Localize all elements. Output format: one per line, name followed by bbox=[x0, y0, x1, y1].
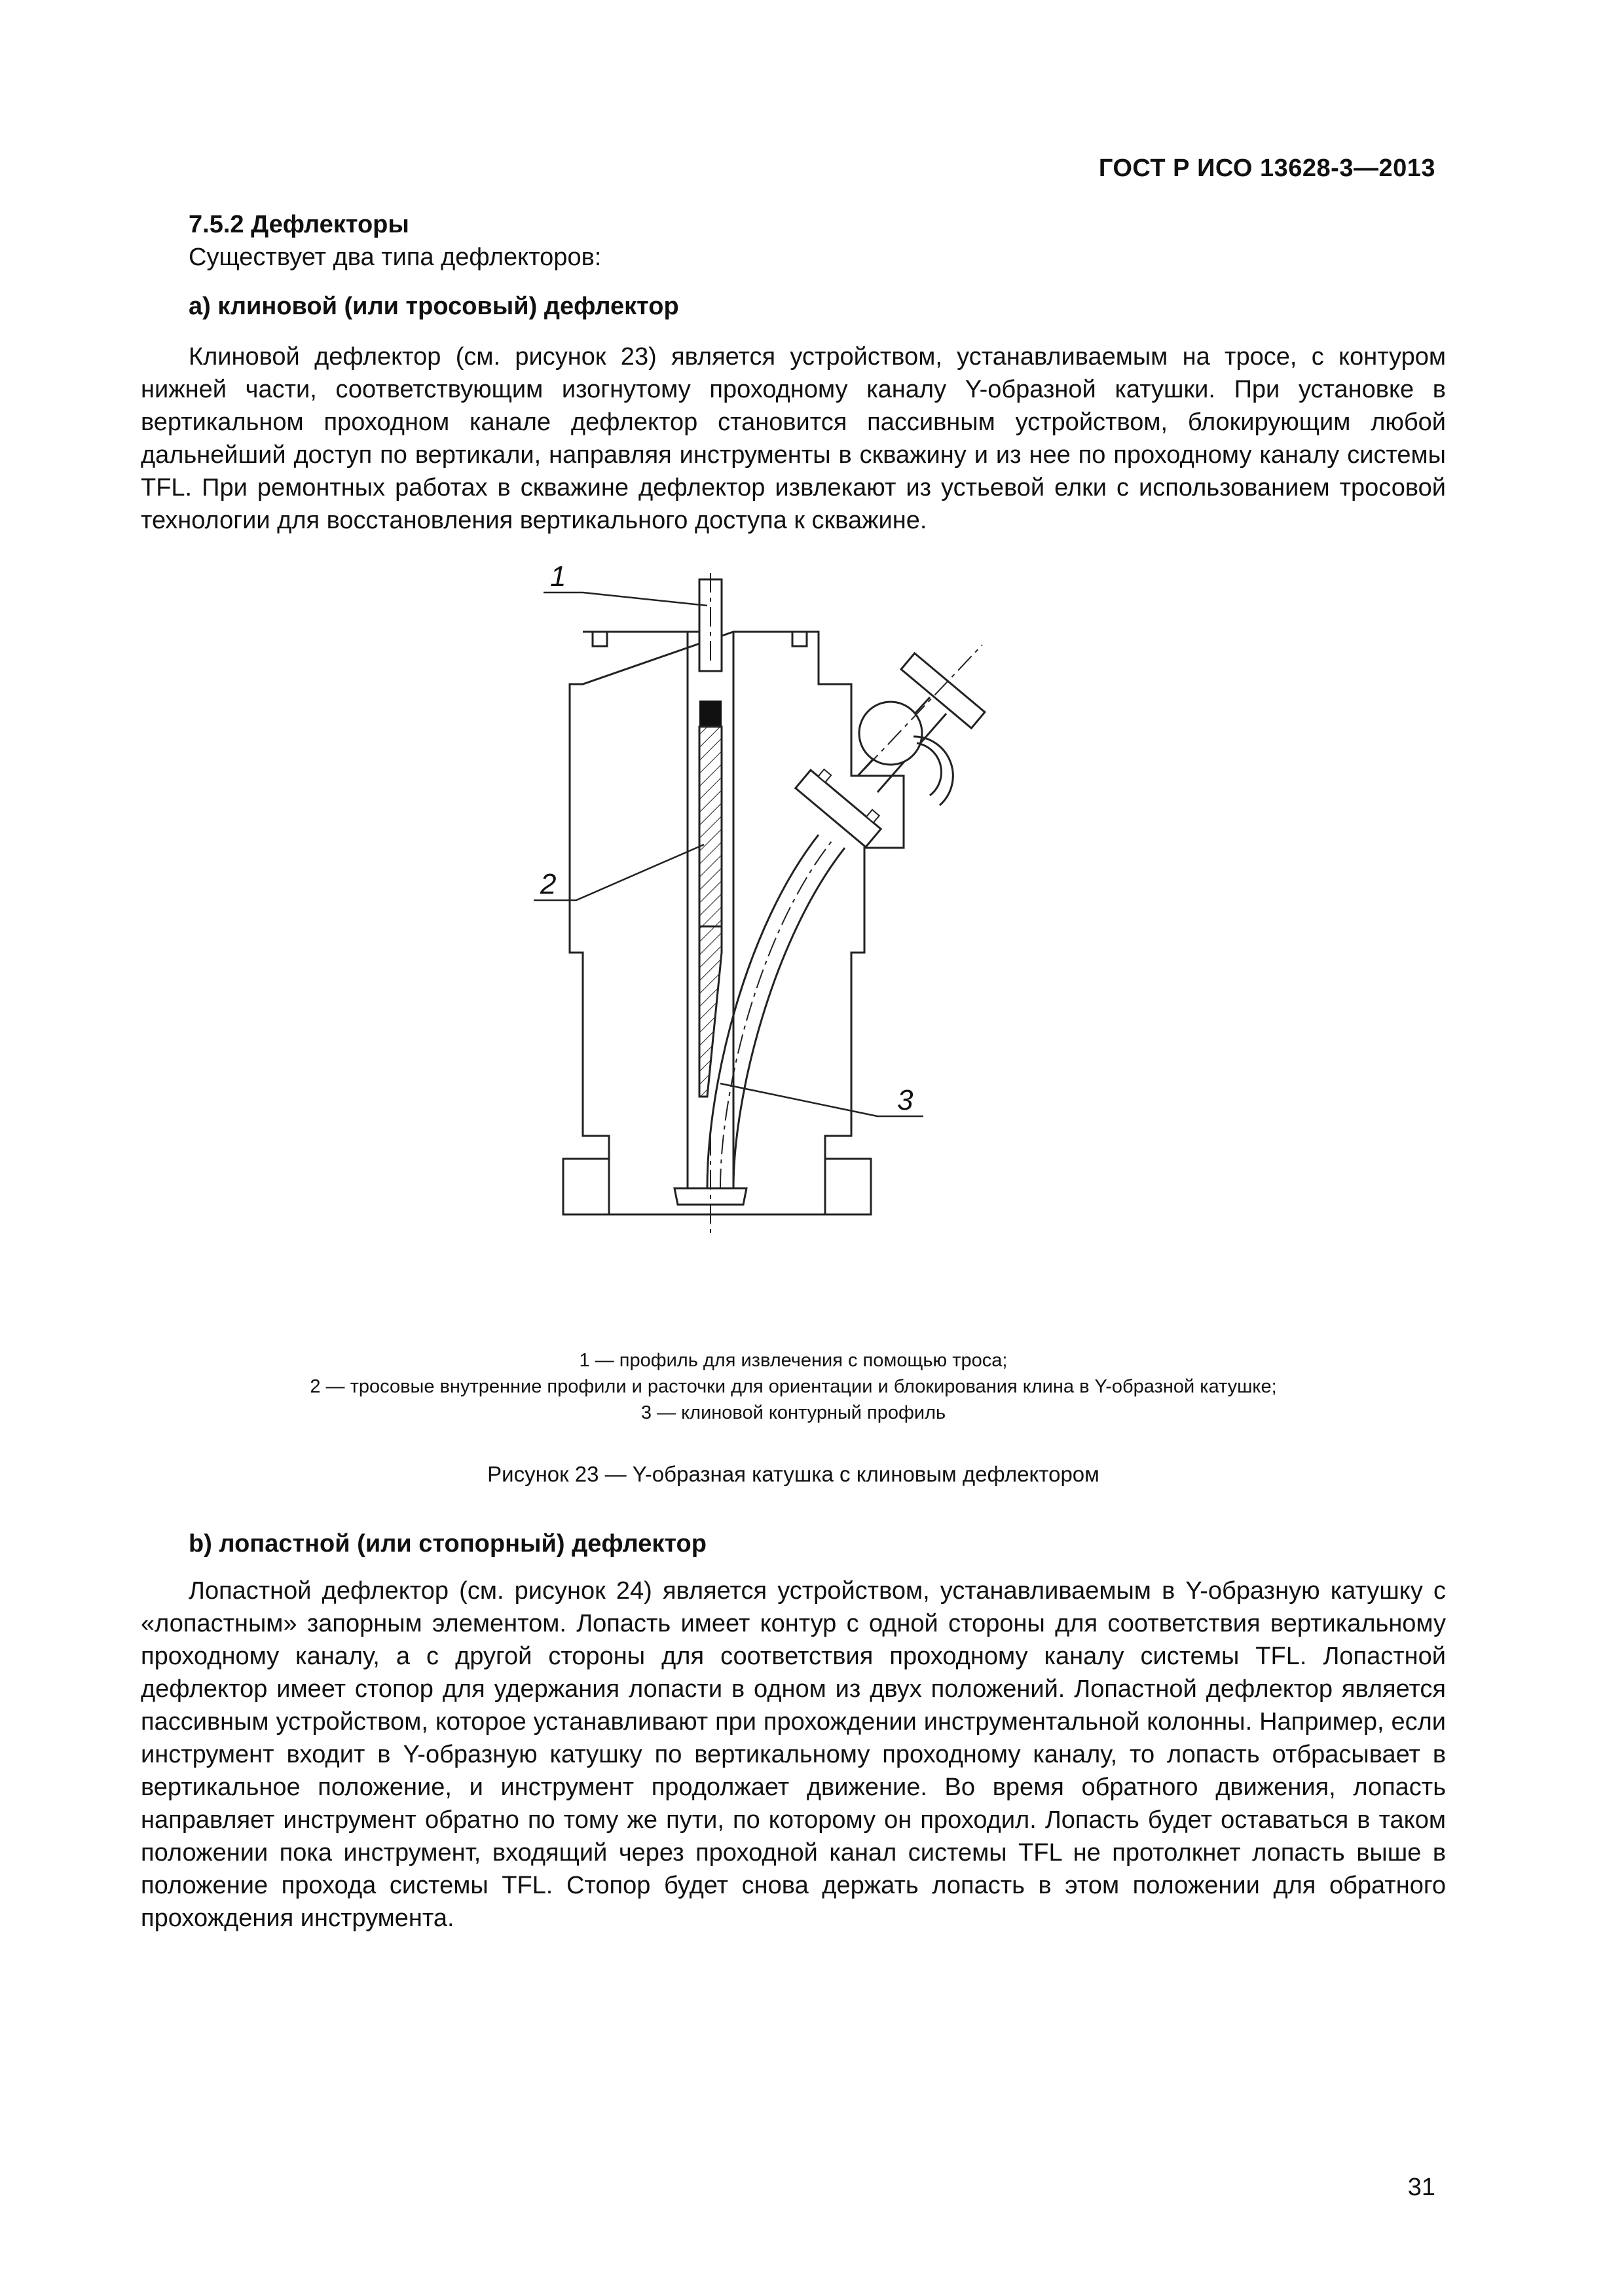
document-header: ГОСТ Р ИСО 13628-3—2013 bbox=[1098, 155, 1435, 182]
leader-2 bbox=[534, 845, 704, 900]
legend-item: 1 — профиль для извлечения с помощью троса; bbox=[579, 1350, 1008, 1371]
legend-item: 3 — клиновой контурный профиль bbox=[640, 1402, 946, 1423]
legend-item: 2 — тросовые внутренние профили и расточки для ориентации и блокирования клина в Y-образной катушке; bbox=[310, 1376, 1277, 1397]
subsection-a-paragraph bbox=[141, 340, 1446, 537]
callout-2: 2 bbox=[540, 868, 557, 900]
section-intro: Существует два типа дефлекторов: bbox=[189, 244, 602, 271]
wedge-collar bbox=[699, 701, 722, 727]
subsection-b-title: b) лопастной (или стопорный) дефлектор bbox=[189, 1530, 707, 1558]
leader-3 bbox=[720, 1084, 923, 1116]
page-number: 31 bbox=[1407, 2174, 1435, 2201]
callout-3: 3 bbox=[897, 1084, 913, 1116]
figure-caption: Рисунок 23 — Y-образная катушка с клиновым дефлектором bbox=[487, 1462, 1099, 1486]
figure-legend bbox=[141, 1347, 1446, 1426]
wedge-deflector bbox=[699, 727, 722, 1097]
leader-1 bbox=[544, 592, 707, 606]
callout-1: 1 bbox=[550, 560, 566, 592]
subsection-a-text: Клиновой дефлектор (см. рисунок 23) является устройством, устанавливаемым на тросе, с контуром нижней части, соответствующим изогнутому проходному каналу Y-образной катушки. При установке в вертикальном проходном канале дефлектор становится пассивным устройством, блокирующим любой дальнейший доступ по вертикали, направляя инструменты в скважину и из нее по проходному каналу системы TFL. При ремонтных работах в скважине дефлектор извлекают из устьевой елки с использованием тросовой технологии для восстановления вертикального доступа к скважине. bbox=[141, 343, 1446, 534]
section-title: 7.5.2 Дефлекторы bbox=[189, 211, 409, 238]
subsection-b-paragraph bbox=[141, 1575, 1446, 1935]
figure-drawing bbox=[511, 560, 1139, 1313]
subsection-a-title: a) клиновой (или тросовый) дефлектор bbox=[189, 293, 679, 320]
subsection-b-text: Лопастной дефлектор (см. рисунок 24) является устройством, устанавливаемым в Y-образную катушку с «лопастным» запорным элементом. Лопасть имеет контур с одной стороны для соответствия вертикальному проходному каналу, а с другой стороны для соответствия проходному каналу системы TFL. Лопастной дефлектор имеет стопор для удержания лопасти в одном из двух положений. Лопастной дефлектор является пассивным устройством, которое устанавливают при прохождении инструментальной колонны. Например, если инструмент входит в Y-образную катушку по вертикальному проходному каналу, то лопасть отбрасывает в вертикальное положение, и инструмент продолжает движение. Во время обратного движения, лопасть направляет инструмент обратно по тому же пути, по которому он проходил. Лопасть будет оставаться в таком положении пока инструмент, входящий через проходной канал системы TFL не протолкнет лопасть выше в положение прохода системы TFL. Стопор будет снова держать лопасть в этом положении для обратного прохождения инструмента. bbox=[141, 1577, 1446, 1932]
ball-valve bbox=[859, 702, 922, 765]
